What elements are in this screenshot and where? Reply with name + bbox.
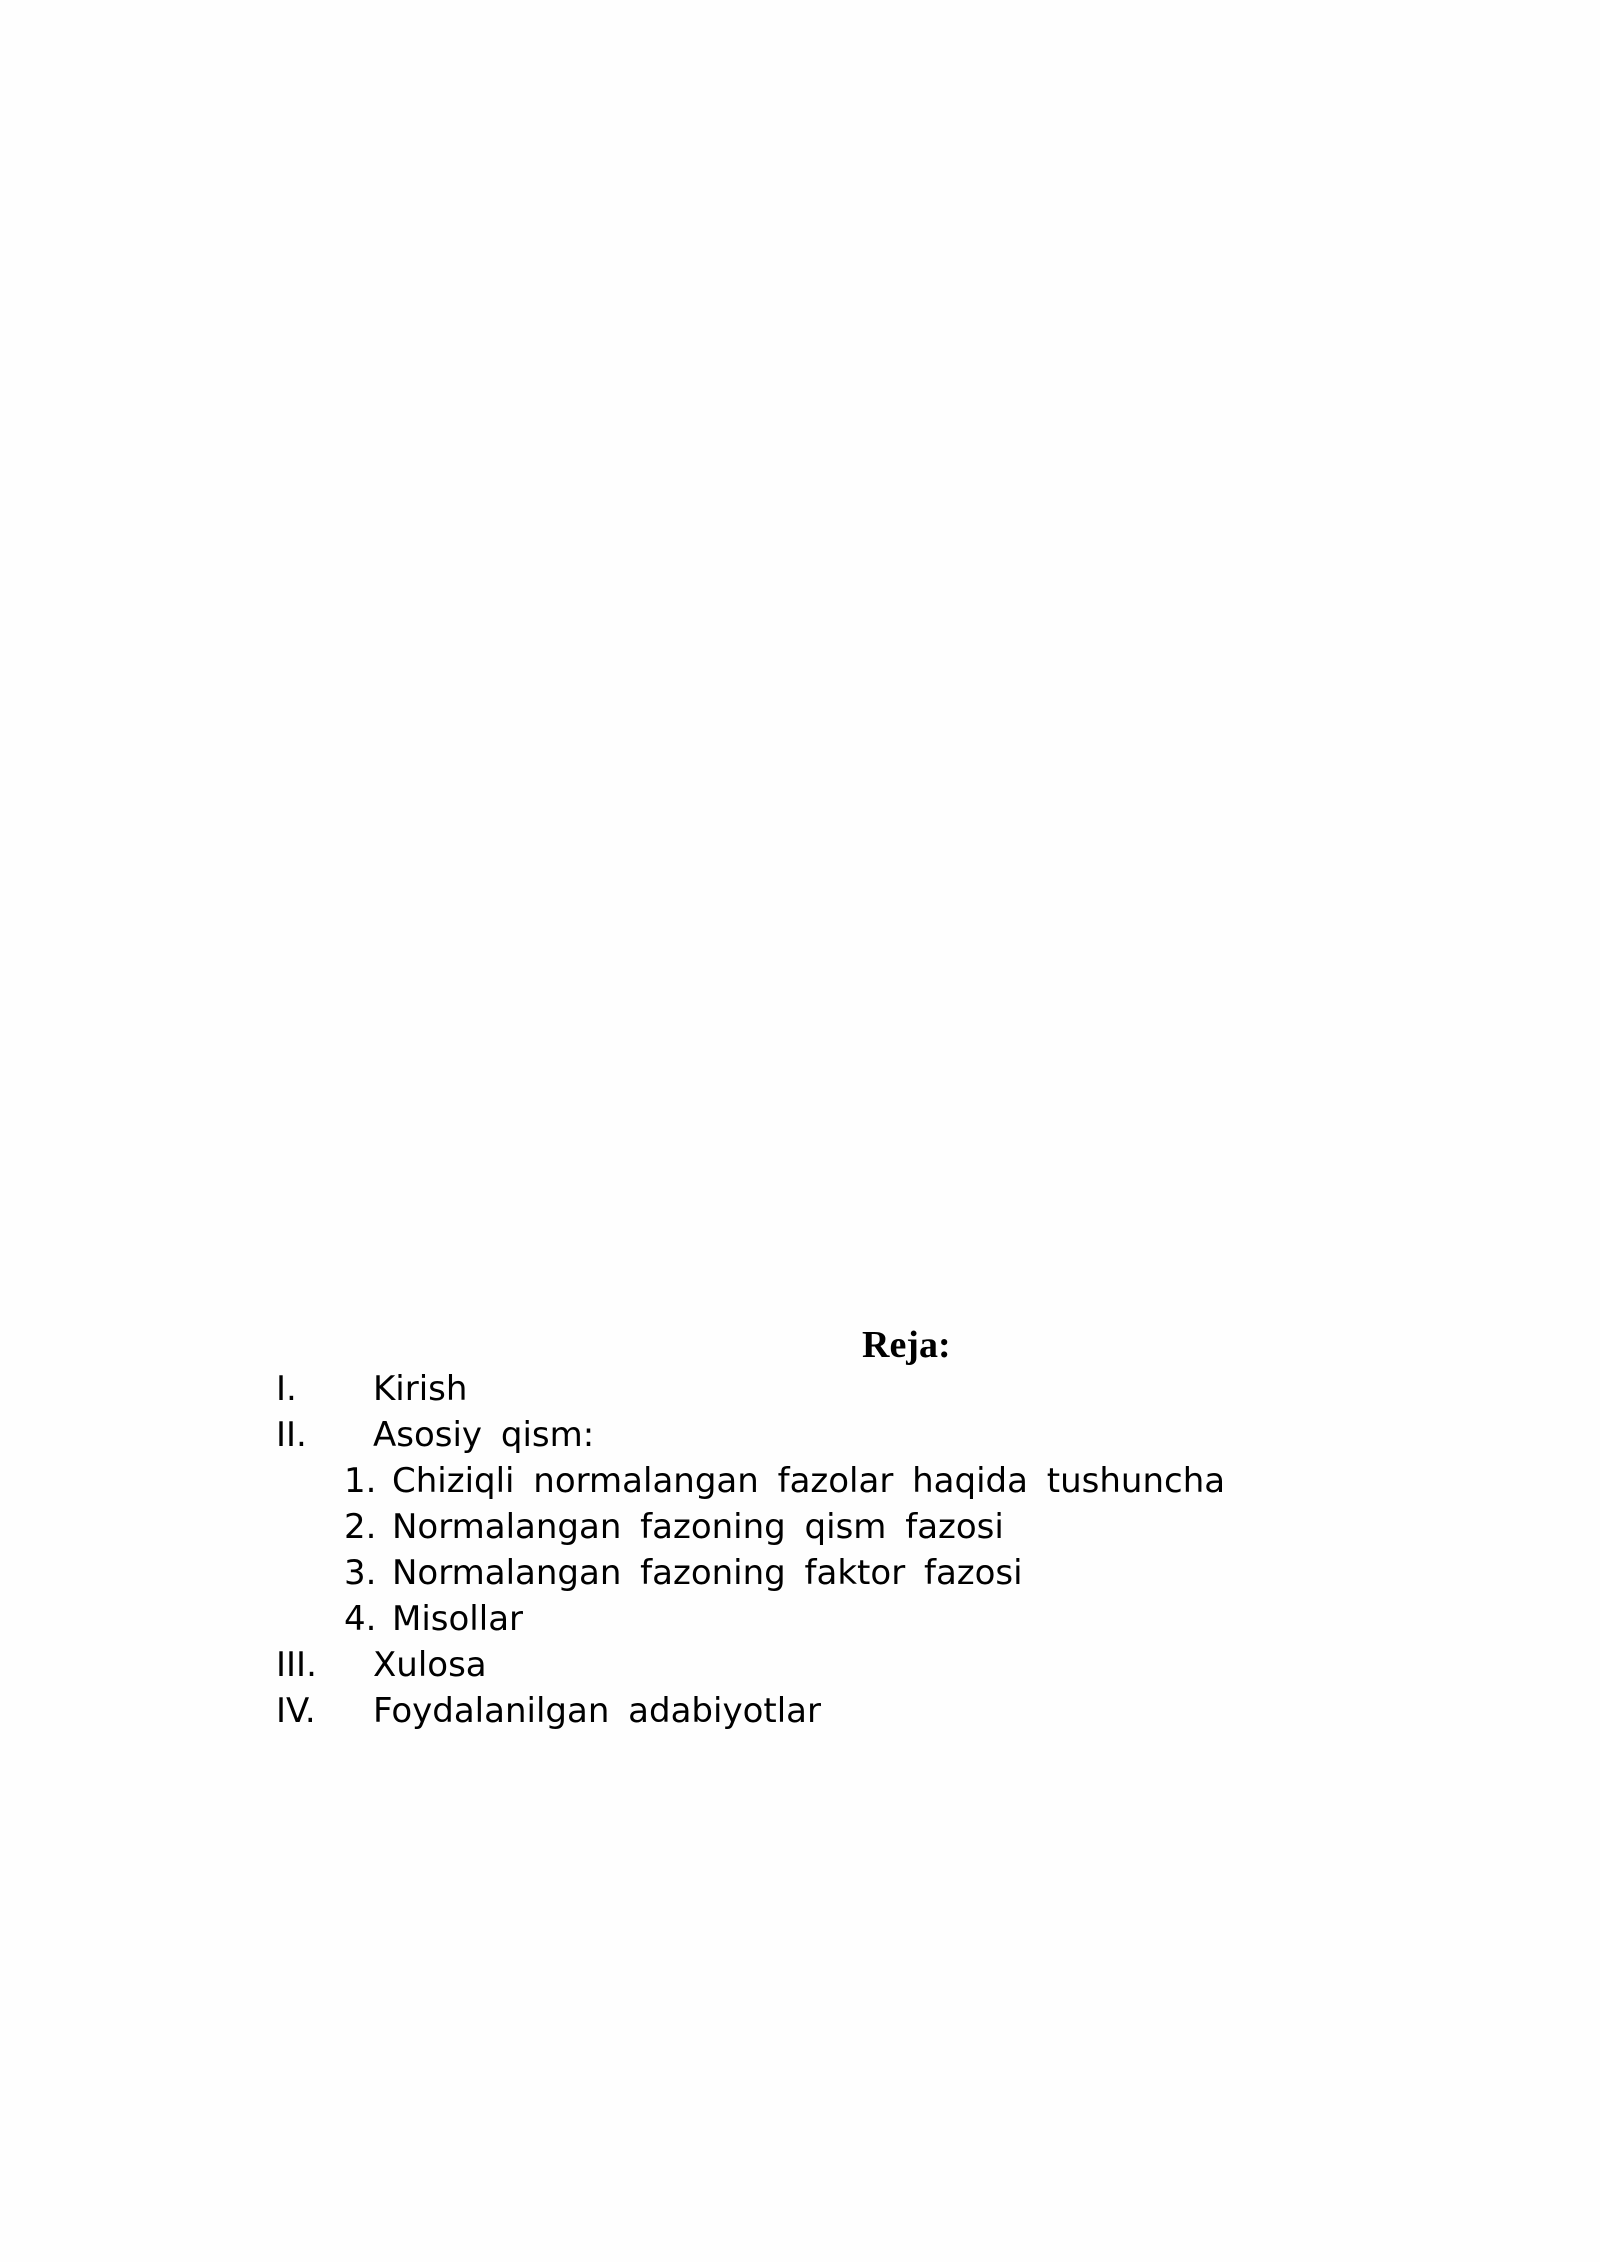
outline-label: Normalangan fazoning qism fazosi	[392, 1507, 1004, 1547]
outline-number: I.	[276, 1369, 297, 1409]
outline-number: 2.	[344, 1507, 377, 1547]
outline-number: 3.	[344, 1553, 377, 1593]
outline-label: Xulosa	[373, 1645, 487, 1685]
outline-label: Chiziqli normalangan fazolar haqida tushuncha	[392, 1461, 1226, 1501]
outline-label: Misollar	[392, 1599, 524, 1639]
outline-number: 4.	[344, 1599, 377, 1639]
outline-number: II.	[276, 1415, 307, 1455]
outline-label: Normalangan fazoning faktor fazosi	[392, 1553, 1023, 1593]
outline-number: III.	[276, 1645, 317, 1685]
outline-number: 1.	[344, 1461, 377, 1501]
outline-label: Foydalanilgan adabiyotlar	[373, 1691, 821, 1731]
outline-label: Asosiy qism:	[373, 1415, 595, 1455]
outline-label: Kirish	[373, 1369, 468, 1409]
outline-number: IV.	[276, 1691, 316, 1731]
plan-title: Reja:	[862, 1324, 951, 1366]
